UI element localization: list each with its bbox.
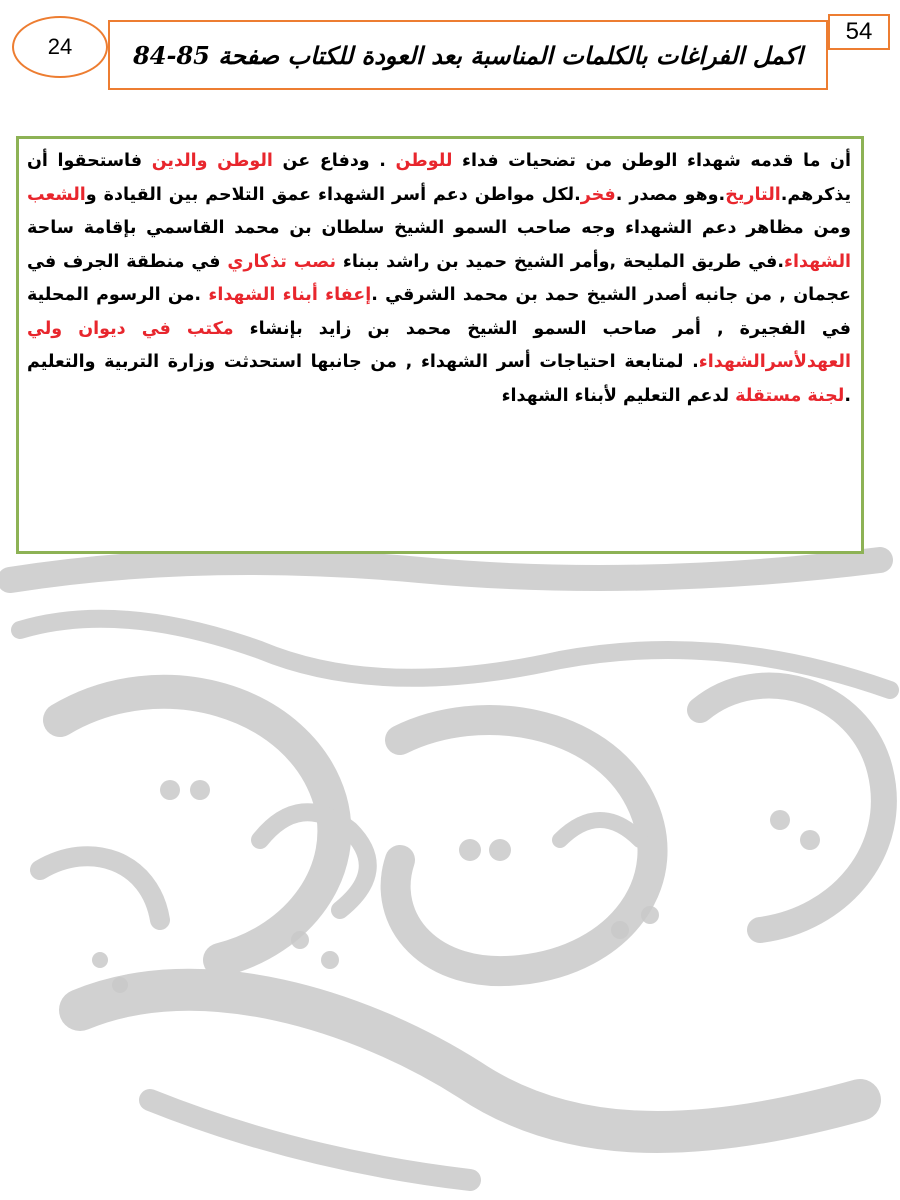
filled-answer: الشهداء — [784, 251, 852, 272]
text-segment: لدعم التعليم لأبناء الشهداء — [501, 385, 736, 406]
filled-answer: الوطن والدين — [151, 151, 273, 171]
text-segment: . لمتابعة احتياجات أسر الشهداء , من جانبها استحدثت وزارة التربية والتعليم . — [27, 352, 851, 406]
page-number-text: 54 — [845, 18, 873, 45]
filled-answer: التاريخ — [725, 184, 781, 205]
page-number — [828, 14, 890, 50]
exercise-title: اكمل الفراغات بالكلمات المناسبة بعد العودة للكتاب صفحة 85-84 — [133, 40, 803, 70]
filled-answer: للوطن — [395, 151, 453, 171]
exercise-number: 24 — [47, 34, 73, 59]
text-segment: .لكل مواطن دعم أسر الشهداء عمق التلاحم بين القيادة و — [85, 184, 581, 205]
answer-box — [16, 136, 864, 554]
filled-answer: الشعب — [27, 184, 86, 205]
calligraphy-watermark — [0, 540, 900, 1200]
text-segment: . ودفاع عن — [272, 151, 396, 171]
filled-answer: نصب تذكاري — [227, 251, 337, 272]
text-segment: .وهو مصدر . — [615, 184, 726, 205]
filled-answer: مكتب في ديوان ولي العهدلأسرالشهداء — [27, 318, 851, 372]
filled-answer: إعفاء أبناء الشهداء — [208, 285, 372, 305]
filled-answer: لجنة مستقلة — [735, 385, 845, 406]
text-segment: أن ما قدمه شهداء الوطن من تضحيات فداء — [452, 151, 851, 171]
text-segment: فاستحقوا أن يذكرهم. — [27, 151, 852, 205]
exercise-number-badge — [12, 16, 108, 78]
text-segment: ومن مظاهر دعم الشهداء وجه صاحب السمو الشيخ سلطان بن محمد القاسمي بإقامة ساحة — [27, 218, 851, 238]
text-segment: .في طريق المليحة ,وأمر الشيخ حميد بن راشد ببناء — [336, 251, 785, 272]
answer-paragraph — [27, 145, 851, 413]
filled-answer: فخر — [580, 184, 616, 205]
text-segment: في منطقة الجرف في عجمان , من جانبه أصدر الشيخ حمد بن محمد الشرقي . — [27, 251, 851, 305]
exercise-title-box — [108, 20, 828, 90]
text-segment: .من الرسوم المحلية في الفجيرة , أمر صاحب السمو الشيخ محمد بن زايد بإنشاء — [27, 285, 851, 339]
